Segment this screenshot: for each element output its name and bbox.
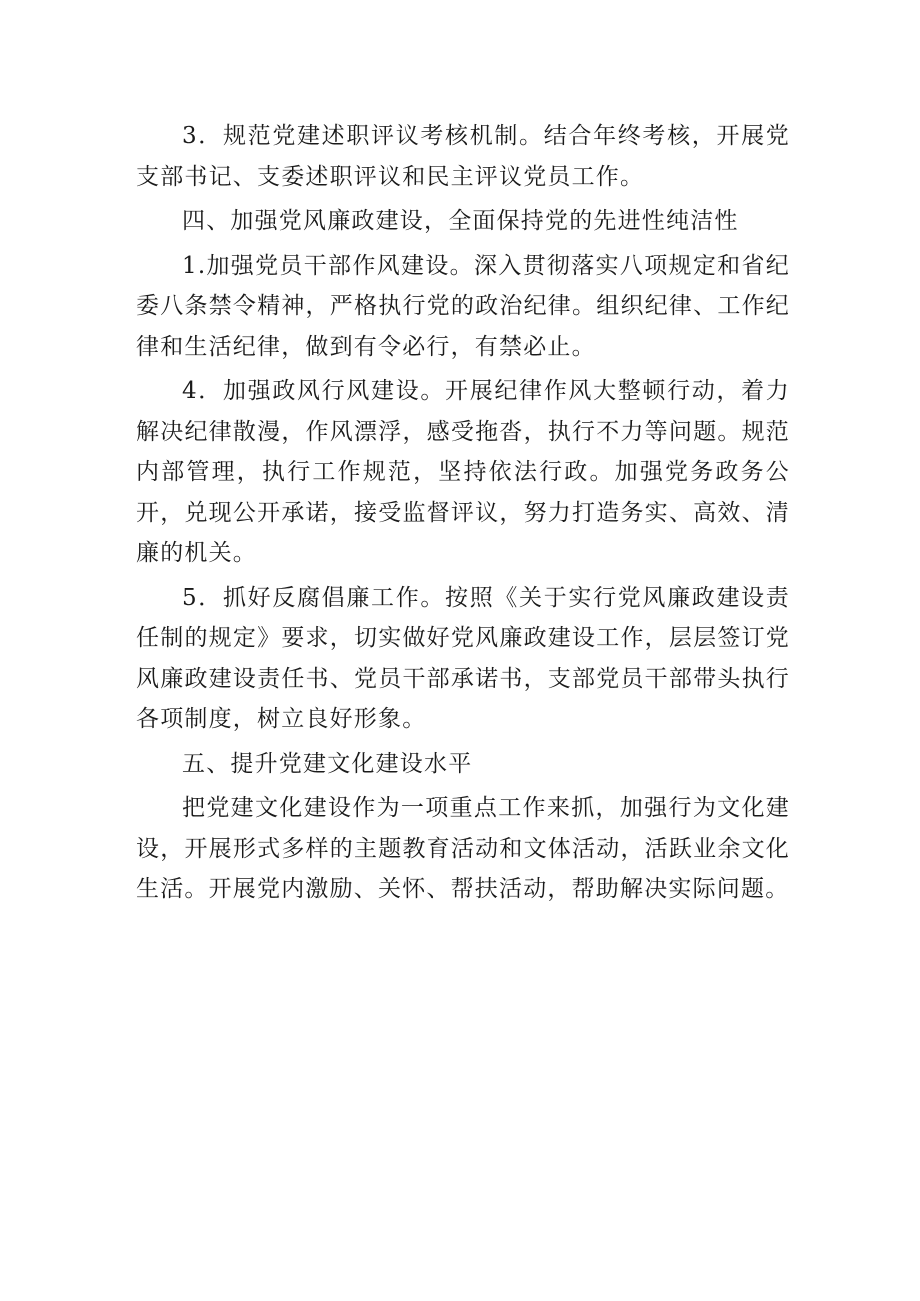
paragraph-3-review-mechanism: 3．规范党建述职评议考核机制。结合年终考核，开展党支部书记、支委述职评议和民主评议党员工作。 xyxy=(136,123,790,190)
paragraph-4-government-style: 4．加强政风行风建设。开展纪律作风大整顿行动，着力解决纪律散漫，作风漂浮，感受拖沓，执行不力等问题。规范内部管理，执行工作规范，坚持依法行政。加强党务政务公开，兑现公开承诺，接受监督评议，努力打造务实、高效、清廉的机关。 xyxy=(136,378,790,566)
paragraph-culture-building: 把党建文化建设作为一项重点工作来抓，加强行为文化建设，开展形式多样的主题教育活动和文体活动，活跃业余文化生活。开展党内激励、关怀、帮扶活动，帮助解决实际问题。 xyxy=(136,795,790,902)
section-heading-5: 五、提升党建文化建设水平 xyxy=(182,750,473,777)
paragraph-1-work-style: 1.加强党员干部作风建设。深入贯彻落实八项规定和省纪委八条禁令精神，严格执行党的政治纪律。组织纪律、工作纪律和生活纪律，做到有令必行，有禁必止。 xyxy=(136,252,790,360)
section-heading-4: 四、加强党风廉政建设，全面保持党的先进性纯洁性 xyxy=(182,208,739,234)
document-body xyxy=(136,116,790,914)
paragraph-5-anti-corruption: 5．抓好反腐倡廉工作。按照《关于实行党风廉政建设责任制的规定》要求，切实做好党风廉政建设工作，层层签订党风廉政建设责任书、党员干部承诺书，支部党员干部带头执行各项制度，树立良好形象。 xyxy=(136,584,790,732)
